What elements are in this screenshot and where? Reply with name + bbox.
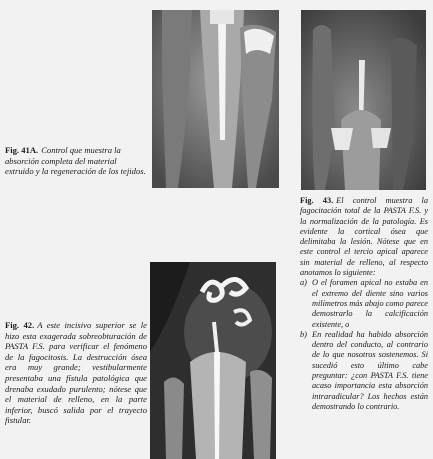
caption-fig-42 — [5, 320, 147, 426]
fig-43-intro — [300, 196, 428, 278]
fig-43-item-a — [300, 278, 428, 329]
fig-43-item-b — [300, 330, 428, 412]
fig-41a-label: Fig. 41A. — [5, 145, 39, 155]
xray-fig-43 — [301, 10, 426, 190]
list-marker: b) — [300, 329, 307, 339]
list-marker: a) — [300, 278, 307, 288]
xray-43-image — [301, 10, 426, 190]
xray-fig-41a — [152, 10, 279, 188]
xray-41a-image — [152, 10, 279, 188]
list-item-text: O el foramen apical no estaba en el extremo del diente sino varios milímetros más abajo como parece demostrarlo la calcificación existente, o — [312, 278, 428, 329]
fig-42-text: A este incisivo superior se le hizo esta exagerada sobreobturación de PASTA F.S. para verificar el fenómeno de la fagocitosis. La destrucción ósea era muy grande; vestibularmente presentaba una fístula patológica que drenaba exudado purulento; nótese que el material de relleno, en la parte inferior, buscó salida por el trayecto fistular. — [5, 320, 147, 426]
caption-fig-43 — [300, 196, 428, 412]
fig-43-label: Fig. 43. — [300, 196, 334, 205]
fig-43-text: El control muestra la fagocitación total de la PASTA F.S. y la normalización de la patología. Es evidente la cortical ósea que delimitaba la lesión. Nótese que en este control el tercio apical aparece sin material de relleno, al respecto anotamos lo siguiente: — [300, 196, 428, 278]
xray-fig-42 — [150, 262, 276, 459]
caption-fig-41a — [5, 145, 147, 177]
xray-42-image — [150, 262, 276, 459]
list-item-text: En realidad ha habido absorción dentro del conducto, al contrario de lo que nosotros sostenemos. Si sucedió esto último cabe preguntar: ¿con PASTA F.S. tiene acaso importancia esta absorción intraradicular? Los hechos están demostrando lo contrario. — [312, 329, 428, 411]
fig-42-label: Fig. 42. — [5, 320, 35, 330]
fig-41a-text: Control que muestra la absorción completa del material extruido y la regeneración de los tejidos. — [5, 145, 146, 177]
